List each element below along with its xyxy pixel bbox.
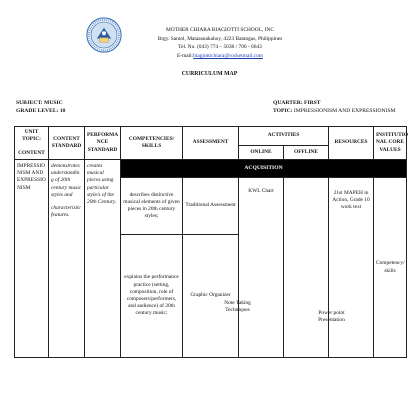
header-activities: ACTIVITIES [239, 127, 329, 146]
performance-standard-cell: creates musical pieces using particular style/s of the 20th Century. [85, 160, 121, 358]
header-assessment: ASSESSMENT [183, 127, 239, 160]
school-name: MOTHER CHIARA BIAGIOTTI SCHOOL, INC [166, 27, 274, 33]
header-competencies: COMPETENCIES/ SKILLS [121, 127, 183, 160]
school-header [130, 26, 310, 60]
content-standard-cell [49, 160, 85, 358]
header-performance-standard: PERFORMA NCE STANDARD [85, 127, 121, 160]
tel-value: (043) 774 – 5038 / 706 - 6643 [196, 44, 262, 51]
unit-topic-label: UNIT TOPIC: [22, 129, 41, 143]
activity-note-taking: Note Taking Techniques [224, 300, 251, 314]
subject-value: MUSIC [44, 100, 63, 106]
header-content-standard: CONTENT STANDARD [49, 127, 85, 160]
resource-2: Power point Presentation [318, 310, 345, 324]
subject-label: SUBJECT: [16, 100, 43, 106]
grade-label: GRADE LEVEL: [16, 108, 59, 114]
content-standard-text-2: characteristic features. [51, 205, 81, 219]
core-values-cell: Competency/ skills [374, 178, 407, 358]
school-telephone [130, 43, 310, 52]
header-unit-topic [15, 127, 49, 160]
content-standard-text-1: demonstrates understandin g of 20th century music styles and [51, 163, 82, 198]
grade-value: 10 [59, 108, 66, 114]
body-row-1 [15, 160, 407, 178]
acquisition-banner: ACQUISITION [121, 160, 407, 178]
email-label: E-mail: [177, 52, 194, 59]
header-online: ONLINE [239, 146, 284, 160]
header-resources: RESOURCES [329, 127, 374, 160]
unit-cell: IMPRESSIO NISM AND EXPRESSIO NISM [15, 160, 49, 358]
school-address: Brgy. Santol, Mataasnakahoy, 4223 Batangas, Philippines [157, 35, 283, 42]
assessment-cell-1: Traditional Assessment [183, 178, 239, 235]
email-link[interactable]: biagiottichiara@rocketmail.com [193, 52, 263, 59]
quarter-line [273, 99, 396, 107]
school-email [130, 52, 310, 61]
assessment-cell-2: Graphic Organizer [183, 235, 239, 358]
tel-label: Tel. No. [178, 44, 196, 51]
resource-1: 21st MAPEH in Action, Grade 10 work text [332, 190, 370, 211]
header-row-1 [15, 127, 407, 146]
document-title: CURRICULUM MAP [181, 71, 238, 77]
meta-right [273, 99, 396, 115]
online-activity-cell [239, 178, 284, 358]
school-seal-logo [86, 17, 122, 53]
offline-activity-cell [284, 178, 329, 358]
topic-value: IMPRESSIONISM AND EXPRESSIONISM [293, 108, 396, 114]
meta-left [16, 99, 65, 115]
topic-line [273, 107, 396, 115]
resources-cell [329, 178, 374, 358]
topic-label: TOPIC: [273, 108, 293, 114]
grade-line [16, 107, 65, 115]
header-core-values: INSTITUTIO NAL CORE VALUES [374, 127, 407, 160]
header-offline: OFFLINE [284, 146, 329, 160]
quarter-value: FIRST [304, 100, 321, 106]
competency-cell-2: explains the performance practice (setting, composition, role of composers/performers, and audience) of 20th century music; [121, 235, 183, 358]
competency-cell-1: describes distinctive musical elements of given pieces in 20th century styles; [121, 178, 183, 235]
subject-line [16, 99, 65, 107]
activity-kwl: KWL Chart [248, 188, 274, 194]
quarter-label: QUARTER: [273, 100, 303, 106]
content-label: CONTENT [18, 149, 45, 156]
